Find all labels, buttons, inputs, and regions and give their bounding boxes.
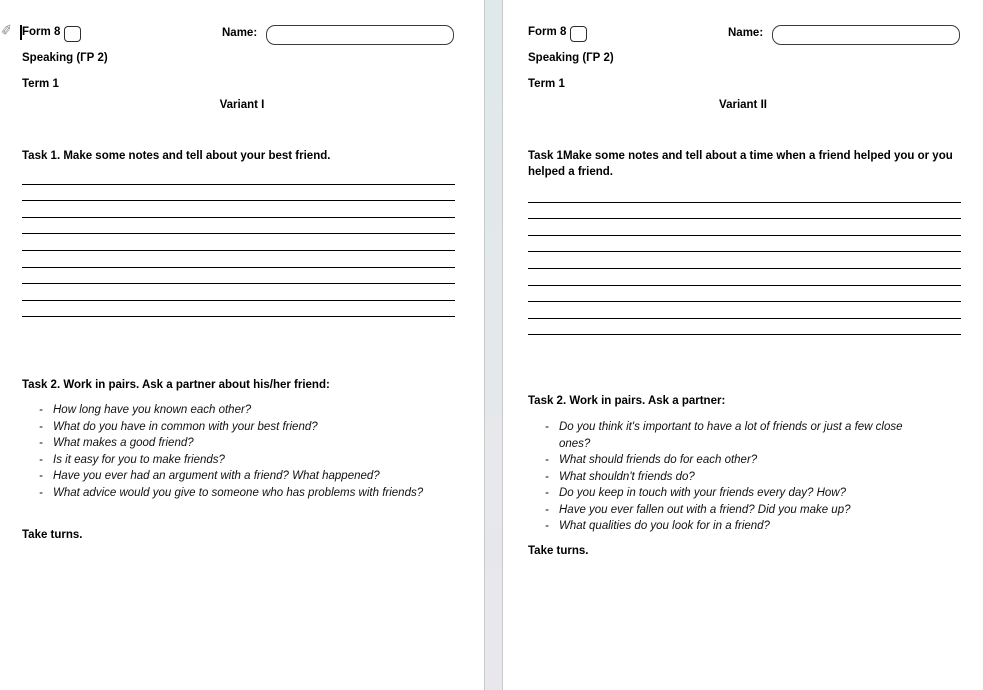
- answer-line: [528, 236, 961, 253]
- question-item: - What advice would you give to someone who has problems with friends?: [38, 485, 430, 502]
- answer-line: [528, 302, 961, 319]
- answer-line: [528, 186, 961, 203]
- question-list: [38, 402, 430, 501]
- term-line: Term 1: [22, 78, 59, 90]
- answer-line: [22, 201, 455, 218]
- term-line: Term 1: [528, 78, 565, 90]
- variant-heading: Variant II: [719, 99, 767, 111]
- closing-line: Take turns.: [22, 529, 83, 541]
- answer-line: [22, 284, 455, 301]
- form-checkbox[interactable]: [570, 26, 587, 42]
- form-checkbox[interactable]: [64, 26, 81, 42]
- question-item: - What should friends do for each other?: [544, 452, 936, 469]
- question-item: - Is it easy for you to make friends?: [38, 452, 430, 469]
- answer-line: [528, 286, 961, 303]
- question-item: - What shouldn't friends do?: [544, 469, 936, 486]
- answer-line: [22, 234, 455, 251]
- question-item: - What qualities do you look for in a friend?: [544, 518, 936, 535]
- question-item: - Do you think it's important to have a lot of friends or just a few close ones?: [544, 419, 936, 452]
- answer-lines: [528, 186, 961, 335]
- form-label: Form 8: [22, 26, 61, 38]
- answer-line: [528, 203, 961, 220]
- question-item: - Have you ever had an argument with a friend? What happened?: [38, 468, 430, 485]
- course-line: Speaking (ГР 2): [528, 52, 614, 64]
- name-label: Name:: [728, 27, 764, 39]
- answer-lines: [22, 168, 455, 317]
- question-item: - Do you keep in touch with your friends every day? How?: [544, 485, 936, 502]
- answer-line: [22, 268, 455, 285]
- answer-line: [22, 301, 455, 318]
- course-line: Speaking (ГР 2): [22, 52, 108, 64]
- question-item: - What do you have in common with your best friend?: [38, 419, 430, 436]
- answer-line: [528, 219, 961, 236]
- variant-heading: Variant I: [219, 99, 265, 111]
- task1-instruction: Task 1Make some notes and tell about a time when a friend helped you or you helped a friend.: [528, 150, 953, 178]
- worksheet-page-variant-1: [0, 0, 484, 690]
- question-list: [544, 419, 936, 535]
- answer-line: [22, 185, 455, 202]
- answer-line: [22, 218, 455, 235]
- answer-line: [528, 252, 961, 269]
- name-input[interactable]: [266, 25, 454, 45]
- question-item: - How long have you known each other?: [38, 402, 430, 419]
- answer-line: [528, 269, 961, 286]
- task2-instruction: Task 2. Work in pairs. Ask a partner:: [528, 395, 726, 407]
- task2-instruction: Task 2. Work in pairs. Ask a partner about his/her friend:: [22, 379, 330, 391]
- pencil-cursor-icon: ✐: [0, 21, 14, 39]
- answer-line: [22, 168, 455, 185]
- name-label: Name:: [222, 27, 258, 39]
- question-item: - Have you ever fallen out with a friend? Did you make up?: [544, 502, 936, 519]
- task1-instruction: Task 1. Make some notes and tell about your best friend.: [22, 150, 331, 162]
- name-input[interactable]: [772, 25, 960, 45]
- closing-line: Take turns.: [528, 545, 589, 557]
- form-label: Form 8: [528, 26, 567, 38]
- worksheet-page-variant-2: [503, 0, 983, 690]
- answer-line: [528, 319, 961, 336]
- answer-line: [22, 251, 455, 268]
- page-divider: [484, 0, 503, 690]
- question-item: - What makes a good friend?: [38, 435, 430, 452]
